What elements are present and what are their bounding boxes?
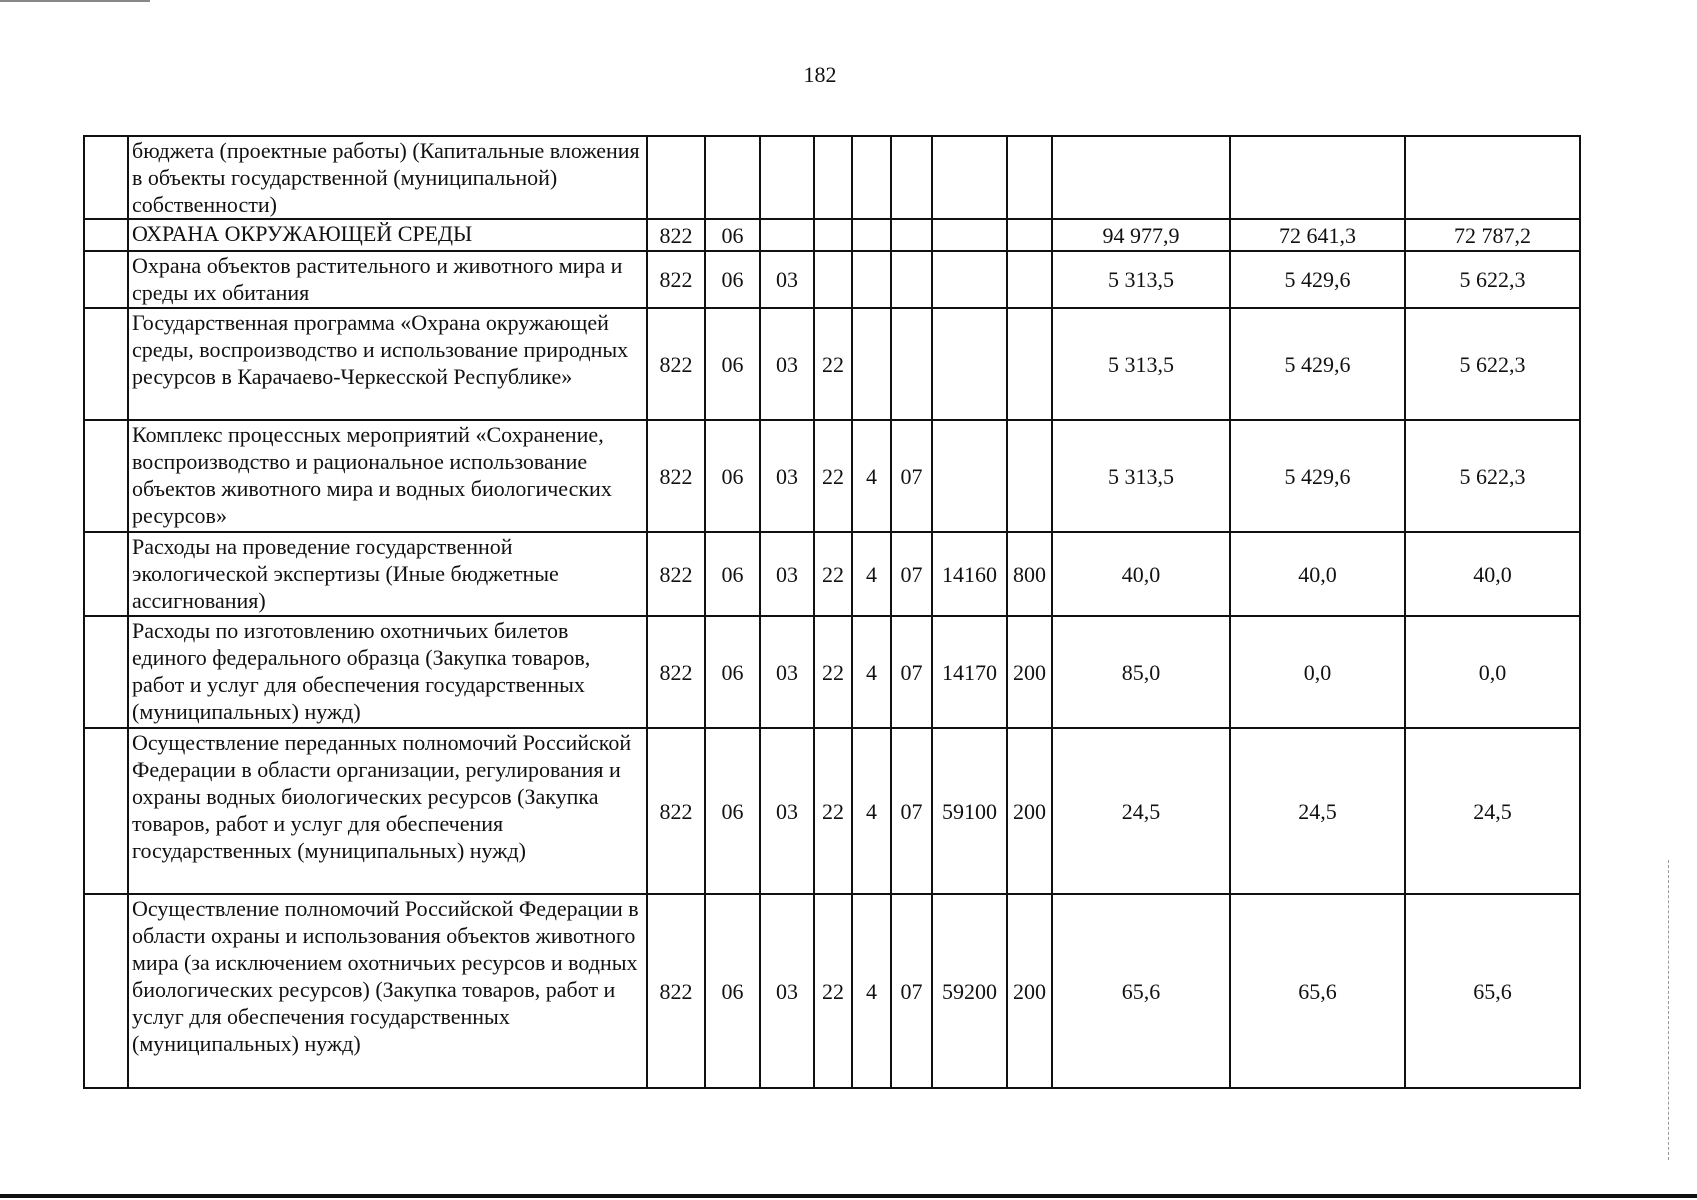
table-row <box>84 532 1580 616</box>
amount-year-1-cell: 5 313,5 <box>1052 420 1230 532</box>
table-row <box>84 251 1580 308</box>
amount-year-2-cell: 65,6 <box>1230 894 1405 1088</box>
target-code-cell: 14170 <box>932 616 1007 728</box>
table-row <box>84 219 1580 251</box>
expense-type-code-cell <box>1007 308 1052 420</box>
section-code-cell: 06 <box>705 616 760 728</box>
scan-edge-mark <box>0 0 150 2</box>
expense-type-code-cell <box>1007 219 1052 251</box>
amount-year-1-cell <box>1052 136 1230 219</box>
amount-year-1-cell: 85,0 <box>1052 616 1230 728</box>
target-code-cell <box>932 136 1007 219</box>
section-code-cell: 06 <box>705 308 760 420</box>
amount-year-3-cell: 72 787,2 <box>1405 219 1580 251</box>
amount-year-1-cell: 24,5 <box>1052 728 1230 894</box>
amount-year-1-cell: 94 977,9 <box>1052 219 1230 251</box>
subprogram-code-cell: 4 <box>852 532 891 616</box>
row-number-cell <box>84 728 128 894</box>
target-code-cell <box>932 308 1007 420</box>
program-code-cell: 22 <box>814 420 852 532</box>
table-row <box>84 308 1580 420</box>
scan-edge-mark-right <box>1668 860 1670 1160</box>
subsection-code-cell: 03 <box>760 251 814 308</box>
subprogram-code-cell <box>852 219 891 251</box>
expense-type-code-cell: 200 <box>1007 894 1052 1088</box>
item-name-cell: Охрана объектов растительного и животного мира и среды их обитания <box>128 251 647 308</box>
section-code-cell: 06 <box>705 420 760 532</box>
amount-year-2-cell <box>1230 136 1405 219</box>
row-number-cell <box>84 616 128 728</box>
section-code-cell: 06 <box>705 532 760 616</box>
expense-type-code-cell <box>1007 136 1052 219</box>
section-code-cell: 06 <box>705 219 760 251</box>
amount-year-2-cell: 0,0 <box>1230 616 1405 728</box>
activity-code-cell: 07 <box>891 728 932 894</box>
expense-type-code-cell <box>1007 420 1052 532</box>
item-name-cell: ОХРАНА ОКРУЖАЮЩЕЙ СРЕДЫ <box>128 219 647 251</box>
item-name-cell: Осуществление переданных полномочий Российской Федерации в области организации, регулирования и охраны водных биологических ресурсов (Закупка товаров, работ и услуг для обеспечения государственных (муниципальных) нужд) <box>128 728 647 894</box>
subprogram-code-cell <box>852 136 891 219</box>
row-number-cell <box>84 894 128 1088</box>
subprogram-code-cell: 4 <box>852 420 891 532</box>
subprogram-code-cell: 4 <box>852 728 891 894</box>
subsection-code-cell <box>760 219 814 251</box>
item-name-cell: Расходы на проведение государственной экологической экспертизы (Иные бюджетные ассигнования) <box>128 532 647 616</box>
table-row <box>84 136 1580 219</box>
amount-year-3-cell: 0,0 <box>1405 616 1580 728</box>
gov-code-cell: 822 <box>647 616 705 728</box>
row-number-cell <box>84 219 128 251</box>
budget-table <box>83 135 1581 1089</box>
expense-type-code-cell <box>1007 251 1052 308</box>
gov-code-cell <box>647 136 705 219</box>
target-code-cell: 14160 <box>932 532 1007 616</box>
activity-code-cell <box>891 308 932 420</box>
amount-year-3-cell: 65,6 <box>1405 894 1580 1088</box>
subsection-code-cell: 03 <box>760 616 814 728</box>
subprogram-code-cell <box>852 308 891 420</box>
program-code-cell: 22 <box>814 894 852 1088</box>
section-code-cell <box>705 136 760 219</box>
row-number-cell <box>84 136 128 219</box>
program-code-cell <box>814 136 852 219</box>
amount-year-3-cell: 5 622,3 <box>1405 251 1580 308</box>
table-body <box>84 136 1580 1088</box>
item-name-cell: Осуществление полномочий Российской Федерации в области охраны и использования объектов животного мира (за исключением охотничьих ресурсов и водных биологических ресурсов) (Закупка товаров, работ и услуг для обеспечения государственных (муниципальных) нужд) <box>128 894 647 1088</box>
gov-code-cell: 822 <box>647 420 705 532</box>
item-name-cell: Расходы по изготовлению охотничьих билетов единого федерального образца (Закупка товаров, работ и услуг для обеспечения государственных (муниципальных) нужд) <box>128 616 647 728</box>
page-number: 182 <box>803 62 837 87</box>
expense-type-code-cell: 200 <box>1007 728 1052 894</box>
item-name-cell: Государственная программа «Охрана окружающей среды, воспроизводство и использование природных ресурсов в Карачаево-Черкесской Республике» <box>128 308 647 420</box>
table-row <box>84 420 1580 532</box>
row-number-cell <box>84 420 128 532</box>
expense-type-code-cell: 800 <box>1007 532 1052 616</box>
activity-code-cell: 07 <box>891 420 932 532</box>
section-code-cell: 06 <box>705 728 760 894</box>
subsection-code-cell: 03 <box>760 728 814 894</box>
program-code-cell <box>814 219 852 251</box>
target-code-cell: 59100 <box>932 728 1007 894</box>
amount-year-2-cell: 72 641,3 <box>1230 219 1405 251</box>
target-code-cell <box>932 219 1007 251</box>
amount-year-1-cell: 5 313,5 <box>1052 308 1230 420</box>
amount-year-1-cell: 5 313,5 <box>1052 251 1230 308</box>
row-number-cell <box>84 308 128 420</box>
table-row <box>84 616 1580 728</box>
amount-year-2-cell: 40,0 <box>1230 532 1405 616</box>
item-name-cell: бюджета (проектные работы) (Капитальные вложения в объекты государственной (муниципальной) собственности) <box>128 136 647 219</box>
gov-code-cell: 822 <box>647 894 705 1088</box>
amount-year-3-cell: 5 622,3 <box>1405 420 1580 532</box>
amount-year-1-cell: 40,0 <box>1052 532 1230 616</box>
gov-code-cell: 822 <box>647 728 705 894</box>
activity-code-cell: 07 <box>891 532 932 616</box>
activity-code-cell: 07 <box>891 616 932 728</box>
amount-year-2-cell: 5 429,6 <box>1230 420 1405 532</box>
amount-year-1-cell: 65,6 <box>1052 894 1230 1088</box>
gov-code-cell: 822 <box>647 532 705 616</box>
item-name-cell: Комплекс процессных мероприятий «Сохранение, воспроизводство и рациональное использование объектов животного мира и водных биологических ресурсов» <box>128 420 647 532</box>
subsection-code-cell <box>760 136 814 219</box>
subprogram-code-cell <box>852 251 891 308</box>
target-code-cell <box>932 251 1007 308</box>
activity-code-cell <box>891 136 932 219</box>
expense-type-code-cell: 200 <box>1007 616 1052 728</box>
amount-year-3-cell: 5 622,3 <box>1405 308 1580 420</box>
target-code-cell <box>932 420 1007 532</box>
program-code-cell: 22 <box>814 616 852 728</box>
subsection-code-cell: 03 <box>760 420 814 532</box>
row-number-cell <box>84 251 128 308</box>
subsection-code-cell: 03 <box>760 532 814 616</box>
amount-year-2-cell: 5 429,6 <box>1230 308 1405 420</box>
table-row <box>84 894 1580 1088</box>
target-code-cell: 59200 <box>932 894 1007 1088</box>
amount-year-3-cell <box>1405 136 1580 219</box>
bottom-rule <box>0 1194 1697 1198</box>
activity-code-cell <box>891 251 932 308</box>
program-code-cell: 22 <box>814 308 852 420</box>
amount-year-2-cell: 5 429,6 <box>1230 251 1405 308</box>
program-code-cell: 22 <box>814 728 852 894</box>
activity-code-cell: 07 <box>891 894 932 1088</box>
amount-year-3-cell: 24,5 <box>1405 728 1580 894</box>
gov-code-cell: 822 <box>647 251 705 308</box>
subprogram-code-cell: 4 <box>852 894 891 1088</box>
gov-code-cell: 822 <box>647 219 705 251</box>
amount-year-3-cell: 40,0 <box>1405 532 1580 616</box>
subsection-code-cell: 03 <box>760 894 814 1088</box>
table-row <box>84 728 1580 894</box>
subprogram-code-cell: 4 <box>852 616 891 728</box>
amount-year-2-cell: 24,5 <box>1230 728 1405 894</box>
program-code-cell: 22 <box>814 532 852 616</box>
section-code-cell: 06 <box>705 251 760 308</box>
section-code-cell: 06 <box>705 894 760 1088</box>
activity-code-cell <box>891 219 932 251</box>
row-number-cell <box>84 532 128 616</box>
subsection-code-cell: 03 <box>760 308 814 420</box>
program-code-cell <box>814 251 852 308</box>
gov-code-cell: 822 <box>647 308 705 420</box>
